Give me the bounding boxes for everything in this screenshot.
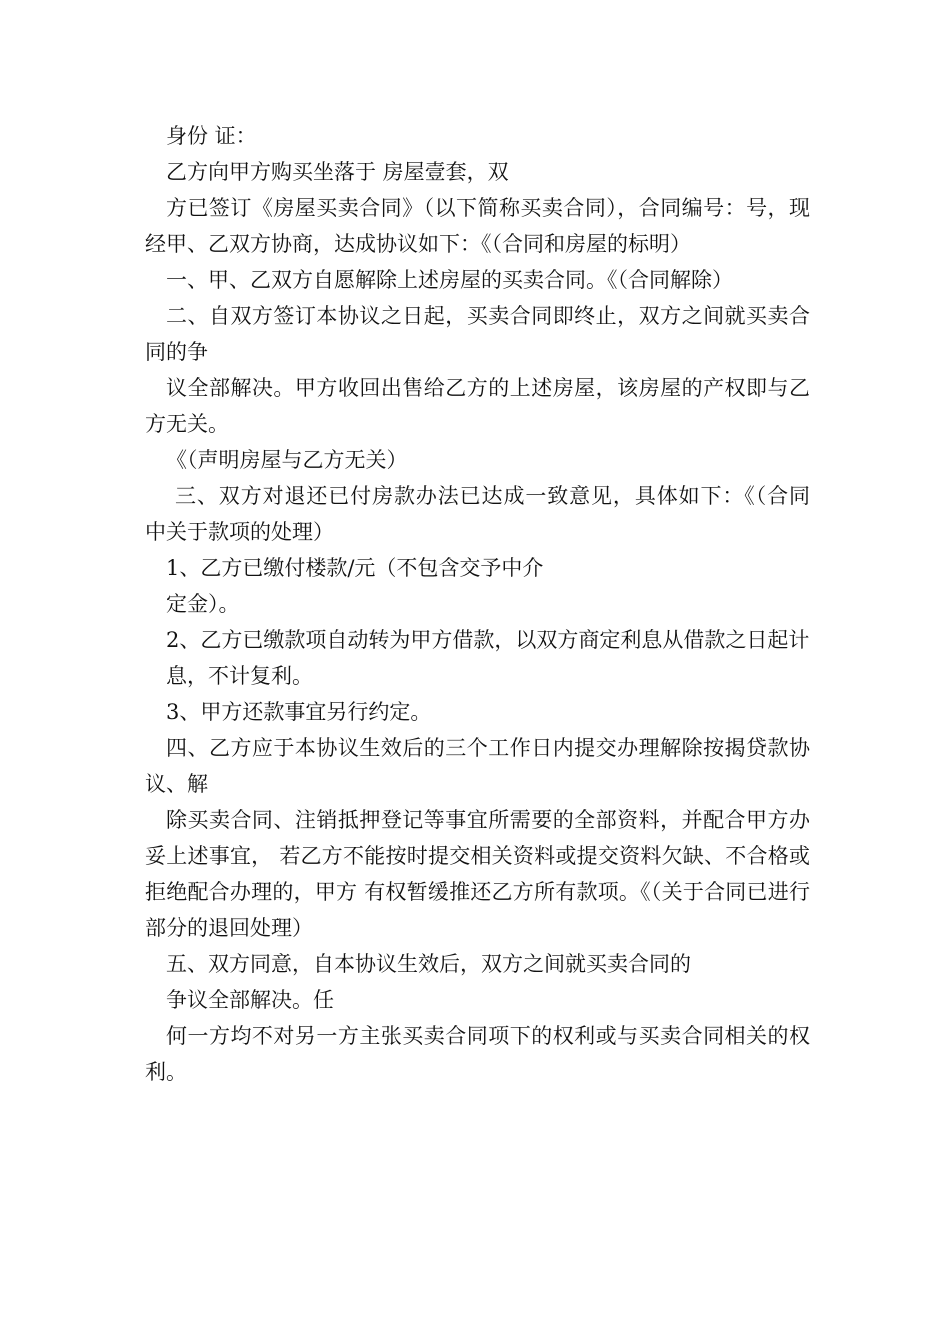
paragraph-clause-5: 五、双方同意，自本协议生效后，双方之间就买卖合同的: [166, 952, 691, 976]
paragraph-item-1: 1、乙方已缴付楼款/元（不包含交予中介: [166, 556, 544, 580]
paragraph-clause-4: 四、乙方应于本协议生效后的三个工作日内提交办理解除按揭贷款协议、解: [145, 736, 810, 796]
paragraph-contract-signed: 方已签订《房屋买卖合同》（以下简称买卖合同），合同编号：号，现经甲、乙双方协商，达成协议如下：《（合同和房屋的标明）: [145, 196, 810, 256]
paragraph-purchase: 乙方向甲方购买坐落于 房屋壹套，双: [166, 160, 509, 184]
paragraph-clause-2-note: 《（声明房屋与乙方无关）: [166, 448, 408, 472]
paragraph-clause-2-cont: 议全部解决。甲方收回出售给乙方的上述房屋，该房屋的产权即与乙方无关。: [145, 376, 810, 436]
paragraph-id-card: 身份 证：: [166, 124, 257, 148]
paragraph-clause-3: 三、双方对退还已付房款办法已达成一致意见，具体如下：《（合同 中关于款项的处理）: [145, 484, 810, 544]
paragraph-clause-5-end: 何一方均不对另一方主张买卖合同项下的权利或与买卖合同相关的权利。: [145, 1024, 810, 1084]
paragraph-clause-2: 二、自双方签订本协议之日起，买卖合同即终止，双方之间就买卖合同的争: [145, 304, 810, 364]
paragraph-item-1-cont: 定金）。: [166, 592, 240, 616]
paragraph-item-2: 2、乙方已缴款项自动转为甲方借款，以双方商定利息从借款之日起计: [166, 628, 810, 652]
paragraph-clause-4-cont: 除买卖合同、注销抵押登记等事宜所需要的全部资料，并配合甲方办妥上述事宜， 若乙方不能按时提交相关资料或提交资料欠缺、不合格或拒绝配合办理的，甲方 有权暂缓推还乙方所有款项。《（关于合同已进行部分的退回处理）: [145, 808, 810, 940]
paragraph-clause-5-cont: 争议全部解决。任: [166, 988, 334, 1012]
paragraph-item-3: 3、甲方还款事宜另行约定。: [166, 700, 432, 724]
paragraph-item-2-cont: 息，不计复利。: [166, 664, 313, 688]
document-body: [145, 118, 810, 1090]
paragraph-clause-1: 一、甲、乙双方自愿解除上述房屋的买卖合同。《（合同解除）: [166, 268, 733, 292]
